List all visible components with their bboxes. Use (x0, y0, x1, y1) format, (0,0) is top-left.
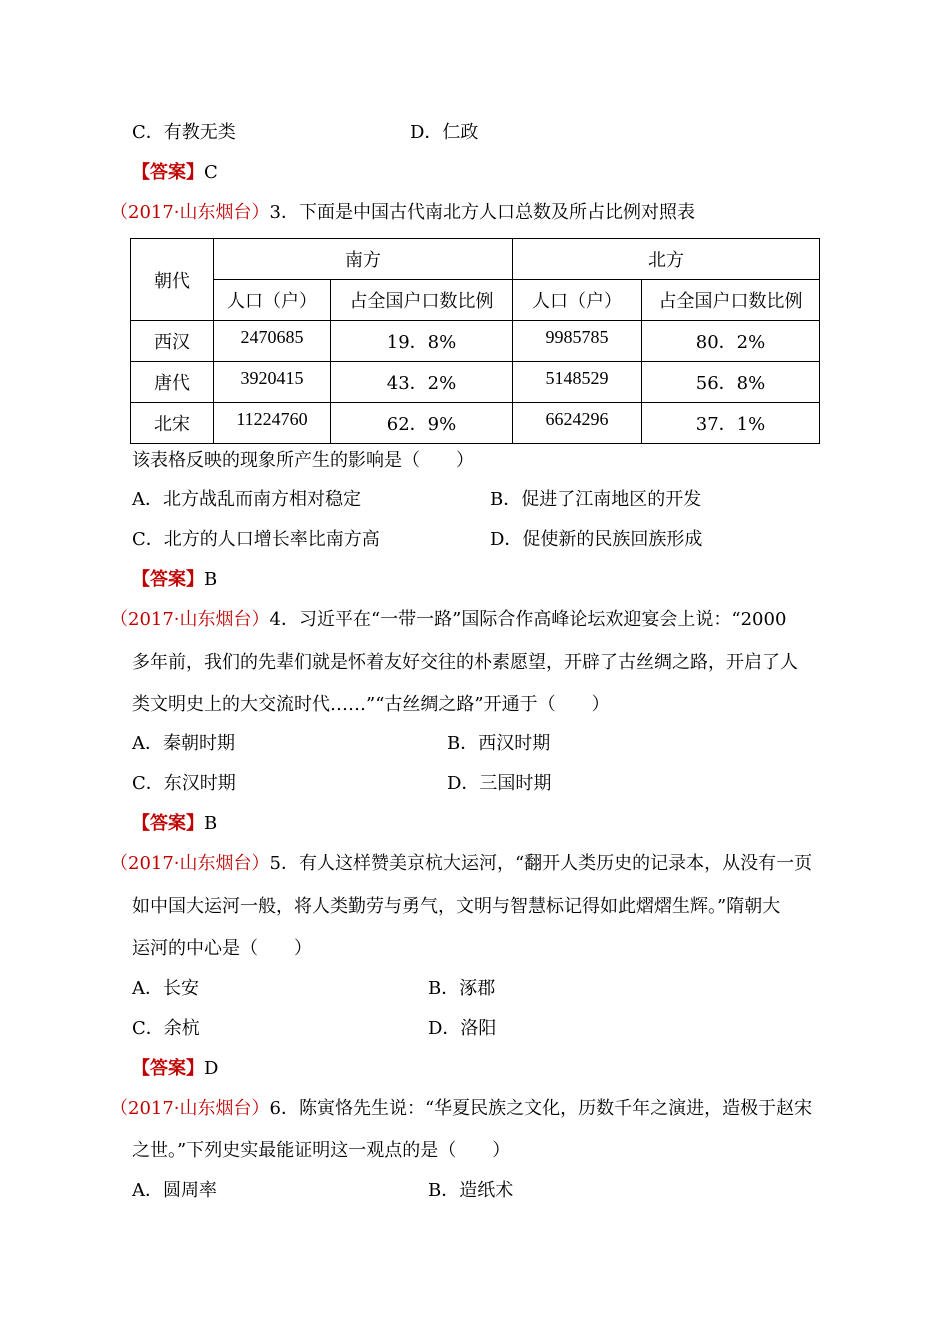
q4-option-a: A．秦朝时期 (132, 733, 235, 754)
header-south: 南方 (214, 239, 513, 280)
cell-south-ratio: 62．9% (331, 403, 513, 444)
q3-question: 该表格反映的现象所产生的影响是（ ） (132, 450, 474, 471)
question-stem: 5．有人这样赞美京杭大运河，“翻开人类历史的记录本，从没有一页 (269, 853, 813, 874)
header-north-ratio: 占全国户口数比例 (642, 280, 820, 321)
q4-line2: 多年前，我们的先辈们就是怀着友好交往的朴素愿望，开辟了古丝绸之路，开启了人 (132, 652, 798, 673)
q3-stem (110, 200, 695, 226)
cell-north-ratio: 56．8% (642, 362, 820, 403)
cell-south-ratio: 43．2% (331, 362, 513, 403)
q5-option-c: C．余杭 (132, 1018, 200, 1039)
question-stem: 3．下面是中国古代南北方人口总数及所占比例对照表 (269, 202, 695, 223)
q5-line2: 如中国大运河一般，将人类勤劳与勇气，文明与智慧标记得如此熠熠生辉。”隋朝大 (132, 896, 781, 917)
cell-south-ratio: 19．8% (331, 321, 513, 362)
q5-line1 (110, 851, 812, 877)
q4-line3: 类文明史上的大交流时代……”“古丝绸之路”开通于（ ） (132, 694, 610, 715)
table-row (131, 362, 820, 403)
cell-north-ratio: 37．1% (642, 403, 820, 444)
header-dynasty: 朝代 (131, 239, 214, 321)
answer-value: D (204, 1058, 219, 1079)
answer-tag: 【答案】 (132, 162, 204, 183)
q4-option-b: B．西汉时期 (447, 733, 551, 754)
header-north-pop: 人口（户） (513, 280, 642, 321)
cell-north-pop: 9985785 (513, 321, 642, 362)
cell-dynasty: 北宋 (131, 403, 214, 444)
q3-answer (132, 567, 217, 593)
answer-tag: 【答案】 (132, 569, 204, 590)
q4-option-c: C．东汉时期 (132, 773, 236, 794)
q4-option-d: D．三国时期 (447, 773, 552, 794)
answer-value: B (204, 813, 218, 834)
header-south-ratio: 占全国户口数比例 (331, 280, 513, 321)
question-source: （2017·山东烟台） (110, 609, 270, 630)
cell-south-pop: 11224760 (214, 403, 331, 444)
cell-south-pop: 3920415 (214, 362, 331, 403)
header-south-pop: 人口（户） (214, 280, 331, 321)
q5-option-b: B．涿郡 (428, 978, 496, 999)
q5-line3: 运河的中心是（ ） (132, 938, 312, 959)
q2-option-c: C．有教无类 (132, 122, 236, 143)
q4-answer (132, 811, 217, 837)
q2-option-d: D．仁政 (410, 122, 479, 143)
q3-option-b: B．促进了江南地区的开发 (490, 489, 702, 510)
q5-answer (132, 1056, 218, 1082)
q3-option-c: C．北方的人口增长率比南方高 (132, 529, 380, 550)
q5-option-a: A．长安 (132, 978, 199, 999)
q2-answer (132, 160, 218, 186)
q3-option-a: A．北方战乱而南方相对稳定 (132, 489, 361, 510)
question-source: （2017·山东烟台） (110, 1098, 270, 1119)
cell-north-ratio: 80．2% (642, 321, 820, 362)
q4-line1 (110, 607, 786, 633)
cell-dynasty: 唐代 (131, 362, 214, 403)
question-stem: 6．陈寅恪先生说：“华夏民族之文化，历数千年之演进，造极于赵宋 (269, 1098, 813, 1119)
q6-line2: 之世。”下列史实最能证明这一观点的是（ ） (132, 1140, 511, 1161)
population-table (130, 238, 820, 444)
q6-option-a: A．圆周率 (132, 1180, 217, 1201)
question-stem: 4．习近平在“一带一路”国际合作高峰论坛欢迎宴会上说：“2000 (269, 609, 787, 630)
q5-option-d: D．洛阳 (428, 1018, 497, 1039)
answer-tag: 【答案】 (132, 1058, 204, 1079)
answer-tag: 【答案】 (132, 813, 204, 834)
header-north: 北方 (513, 239, 820, 280)
cell-dynasty: 西汉 (131, 321, 214, 362)
table-row (131, 403, 820, 444)
cell-north-pop: 6624296 (513, 403, 642, 444)
question-source: （2017·山东烟台） (110, 202, 270, 223)
q3-option-d: D．促使新的民族回族形成 (490, 529, 703, 550)
cell-south-pop: 2470685 (214, 321, 331, 362)
answer-value: C (204, 162, 218, 183)
answer-value: B (204, 569, 218, 590)
cell-north-pop: 5148529 (513, 362, 642, 403)
q6-option-b: B．造纸术 (428, 1180, 514, 1201)
table-row (131, 321, 820, 362)
question-source: （2017·山东烟台） (110, 853, 270, 874)
q6-line1 (110, 1096, 812, 1122)
